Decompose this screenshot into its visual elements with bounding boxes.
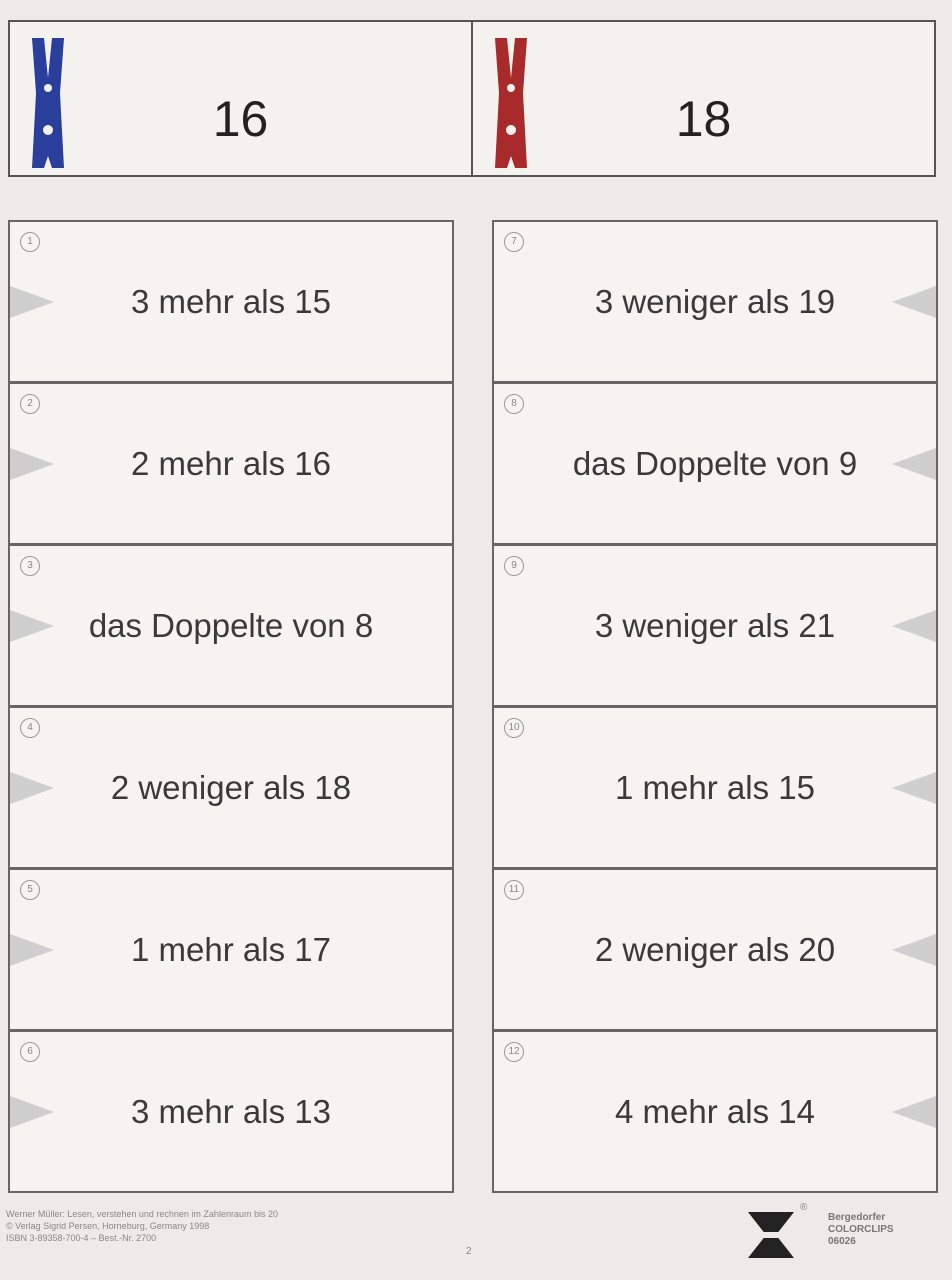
card-number: 11	[504, 880, 524, 900]
target-number-left: 16	[212, 91, 269, 147]
card-number: 7	[504, 232, 524, 252]
page-number: 2	[466, 1246, 472, 1257]
task-card[interactable]	[492, 868, 938, 1031]
footer-line: ISBN 3-89358-700-4 – Best.-Nr. 2700	[6, 1233, 157, 1243]
task-card[interactable]	[8, 544, 454, 707]
card-text: 4 mehr als 14	[615, 1093, 815, 1130]
card-number: 10	[504, 718, 524, 738]
footer-line: Werner Müller: Lesen, verstehen und rechnen im Zahlenraum bis 20	[6, 1209, 278, 1219]
card-number: 3	[20, 556, 40, 576]
card-number: 5	[20, 880, 40, 900]
task-card[interactable]	[8, 382, 454, 545]
card-text: 3 weniger als 19	[594, 283, 836, 320]
footer-credits	[6, 1208, 506, 1244]
brand-label	[828, 1212, 894, 1248]
card-text: 1 mehr als 15	[615, 769, 815, 806]
card-text: das Doppelte von 8	[88, 607, 374, 644]
task-card[interactable]	[8, 706, 454, 869]
header-cell-left	[10, 22, 471, 175]
brand-name: Bergedorfer	[828, 1212, 886, 1223]
header-cell-right	[471, 22, 934, 175]
registered-mark: ®	[800, 1202, 808, 1213]
card-text: 3 mehr als 13	[131, 1093, 331, 1130]
card-text: das Doppelte von 9	[572, 445, 858, 482]
header-box	[8, 20, 936, 177]
card-number: 9	[504, 556, 524, 576]
card-text: 3 mehr als 15	[131, 283, 331, 320]
card-number: 4	[20, 718, 40, 738]
task-card[interactable]	[492, 544, 938, 707]
card-number: 2	[20, 394, 40, 414]
card-number: 12	[504, 1042, 524, 1062]
card-text: 2 weniger als 20	[594, 931, 836, 968]
card-text: 1 mehr als 17	[131, 931, 331, 968]
brand-product: COLORCLIPS	[828, 1224, 894, 1235]
task-card[interactable]	[8, 220, 454, 383]
target-number-right: 18	[675, 91, 732, 147]
card-number: 8	[504, 394, 524, 414]
task-card[interactable]	[492, 382, 938, 545]
card-text: 2 mehr als 16	[131, 445, 331, 482]
card-number: 6	[20, 1042, 40, 1062]
publisher-logo-icon	[744, 1208, 798, 1262]
card-column-left	[8, 220, 454, 1193]
card-number: 1	[20, 232, 40, 252]
card-column-right	[492, 220, 938, 1193]
card-text: 3 weniger als 21	[594, 607, 836, 644]
task-card[interactable]	[8, 868, 454, 1031]
task-card[interactable]	[8, 1030, 454, 1193]
footer-line: © Verlag Sigrid Persen, Horneburg, Germany 1998	[6, 1221, 210, 1231]
task-card[interactable]	[492, 220, 938, 383]
brand-code: 06026	[828, 1236, 856, 1247]
task-card[interactable]	[492, 706, 938, 869]
task-card[interactable]	[492, 1030, 938, 1193]
card-text: 2 weniger als 18	[110, 769, 352, 806]
